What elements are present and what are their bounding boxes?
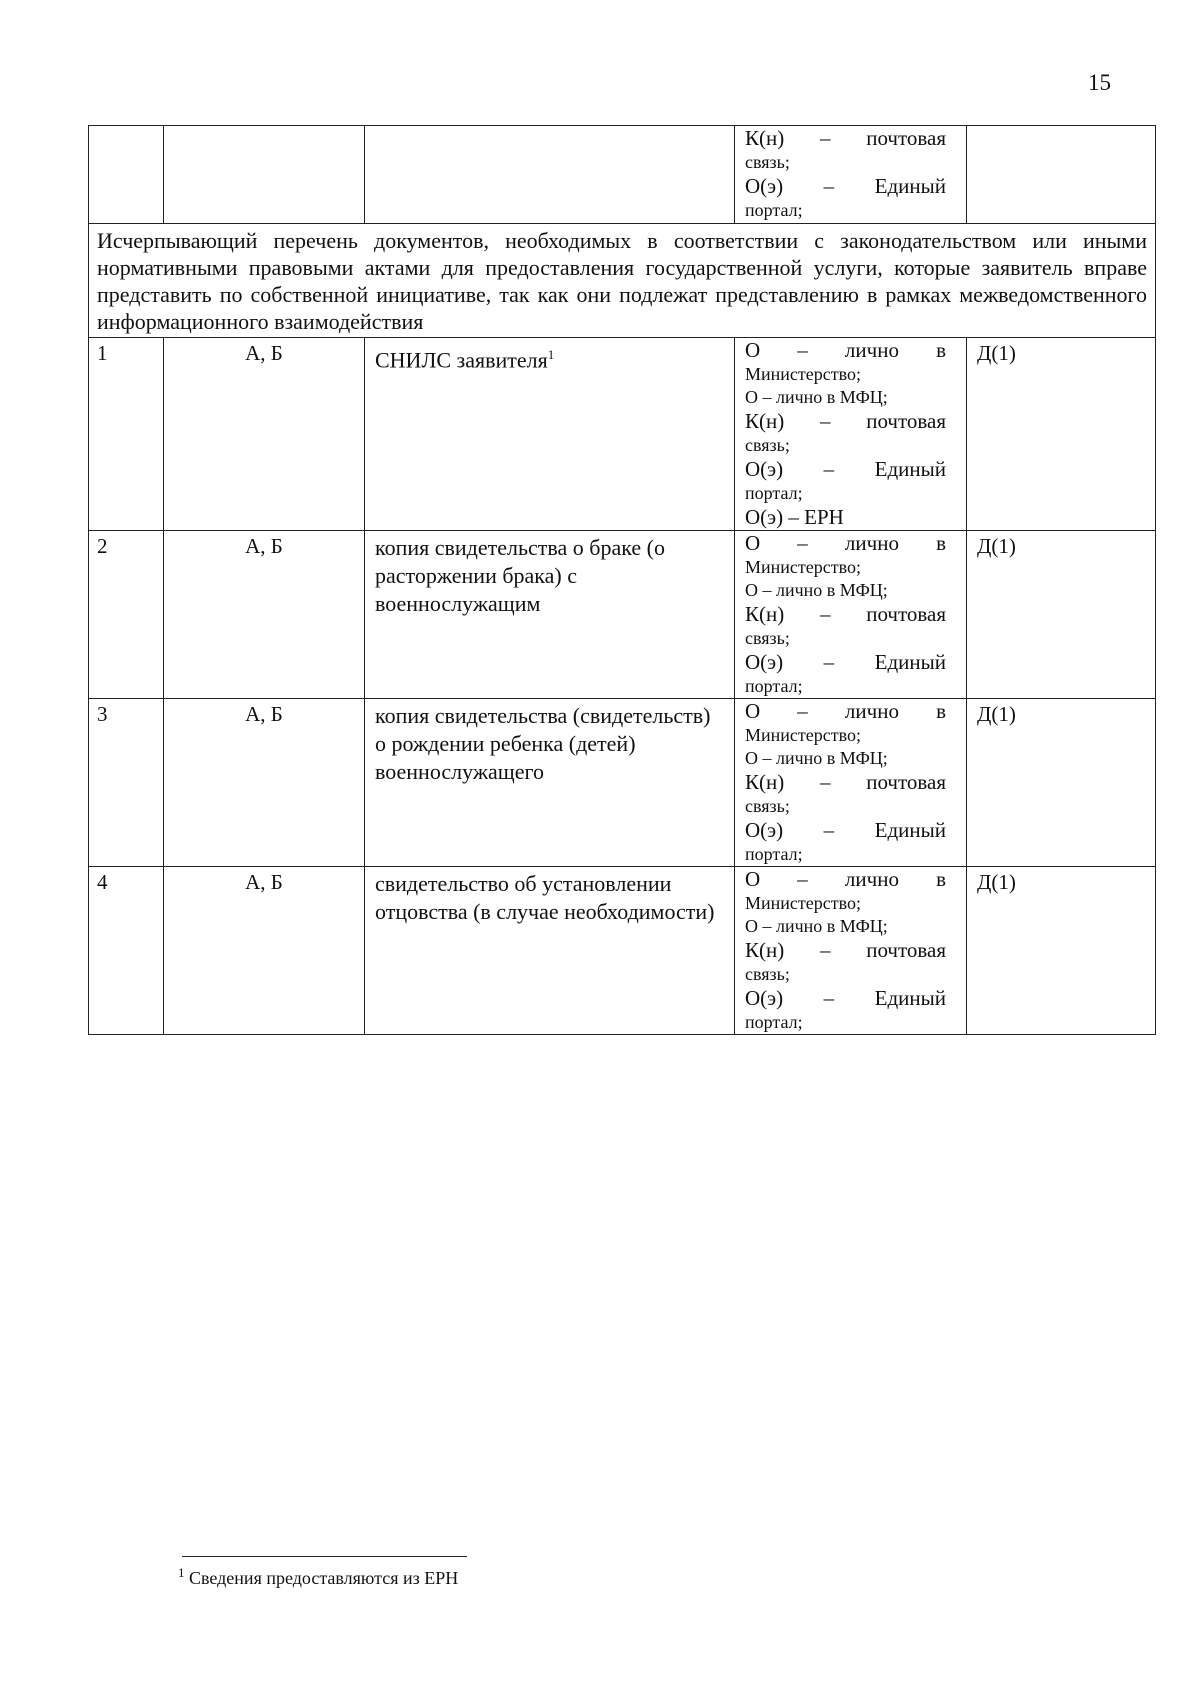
method-line xyxy=(745,409,946,434)
table-row xyxy=(89,531,1156,699)
section-row xyxy=(89,224,1156,338)
method-line xyxy=(745,457,946,482)
method-word: О(э) xyxy=(745,818,784,842)
method-word: К(н) xyxy=(745,602,785,626)
code-cell xyxy=(967,126,1156,224)
method-word: – xyxy=(823,457,835,481)
method-word: О(э) – ЕРН xyxy=(745,505,844,529)
method-word: Единый xyxy=(874,986,946,1010)
method-line xyxy=(745,650,946,675)
document-name-cell xyxy=(365,531,735,699)
method-line xyxy=(745,434,946,457)
footnote-mark: 1 xyxy=(178,1565,185,1580)
method-line xyxy=(745,843,946,866)
method-word: – xyxy=(819,126,831,150)
method-word: лично xyxy=(844,531,899,555)
method-line xyxy=(745,505,946,530)
method-line xyxy=(745,986,946,1011)
footnote-separator xyxy=(182,1556,467,1557)
section-title: Исчерпывающий перечень документов, необходимых в соответствии с законодательством или иными нормативными правовыми актами для предоставления государственной услуги, которые заявитель вправе представить по собственной инициативе, так как они подлежат представлению в рамках межведомственного информационного взаимодействия xyxy=(89,224,1156,338)
method-line xyxy=(745,963,946,986)
row-number: 4 xyxy=(89,867,164,1035)
method-word: Единый xyxy=(874,174,946,198)
method-word: К(н) xyxy=(745,770,785,794)
method-word: лично xyxy=(844,867,899,891)
document-name: копия свидетельства о браке (о расторжении брака) с военнослужащим xyxy=(375,535,665,616)
method-line xyxy=(745,199,946,222)
method-line xyxy=(745,338,946,363)
table-row xyxy=(89,699,1156,867)
method-word: О – лично в МФЦ; xyxy=(745,580,888,600)
method-line xyxy=(745,151,946,174)
documents-table xyxy=(88,125,1156,1035)
method-line xyxy=(745,386,946,409)
method-line xyxy=(745,675,946,698)
document-code: Д(1) xyxy=(967,338,1156,531)
method-word: О – лично в МФЦ; xyxy=(745,748,888,768)
method-word: лично xyxy=(844,699,899,723)
method-word: – xyxy=(823,986,835,1010)
method-word: лично xyxy=(844,338,899,362)
table-row xyxy=(89,338,1156,531)
method-word: – xyxy=(819,770,831,794)
submission-methods xyxy=(735,531,967,699)
document-name-cell xyxy=(365,699,735,867)
method-word: связь; xyxy=(745,628,790,648)
applicant-category: А, Б xyxy=(164,531,365,699)
method-line xyxy=(745,818,946,843)
category-cell xyxy=(164,126,365,224)
method-line xyxy=(745,602,946,627)
method-cell xyxy=(735,126,967,224)
method-line xyxy=(745,556,946,579)
method-line xyxy=(745,795,946,818)
applicant-category: А, Б xyxy=(164,867,365,1035)
method-line xyxy=(745,770,946,795)
page-number: 15 xyxy=(1088,70,1111,95)
row-number: 2 xyxy=(89,531,164,699)
method-line xyxy=(745,579,946,602)
method-word: Единый xyxy=(874,818,946,842)
submission-methods xyxy=(735,867,967,1035)
footnote-text: Сведения предоставляются из ЕРН xyxy=(189,1568,459,1588)
method-word: К(н) xyxy=(745,409,785,433)
method-word: О(э) xyxy=(745,650,784,674)
row-number: 1 xyxy=(89,338,164,531)
document-name: копия свидетельства (свидетельств) о рождении ребенка (детей) военнослужащего xyxy=(375,703,711,784)
method-word: портал; xyxy=(745,676,803,696)
method-line xyxy=(745,699,946,724)
method-word: – xyxy=(819,602,831,626)
method-line xyxy=(745,1011,946,1034)
method-line xyxy=(745,915,946,938)
method-word: – xyxy=(797,867,808,891)
document-code: Д(1) xyxy=(967,699,1156,867)
table-row xyxy=(89,867,1156,1035)
method-line xyxy=(745,363,946,386)
method-word: К(н) xyxy=(745,126,785,150)
method-line xyxy=(745,724,946,747)
method-line xyxy=(745,126,946,151)
document-code: Д(1) xyxy=(967,531,1156,699)
method-word: Министерство; xyxy=(745,893,861,913)
method-word: О – лично в МФЦ; xyxy=(745,916,888,936)
method-word: в xyxy=(936,531,946,555)
method-line xyxy=(745,627,946,650)
method-word: Министерство; xyxy=(745,557,861,577)
method-word: связь; xyxy=(745,964,790,984)
method-word: в xyxy=(936,867,946,891)
method-word: О xyxy=(745,867,761,891)
method-word: почтовая xyxy=(866,409,946,433)
footnote xyxy=(178,1565,458,1589)
method-line xyxy=(745,938,946,963)
method-word: – xyxy=(823,650,835,674)
footnote-reference: 1 xyxy=(547,347,555,362)
method-word: О(э) xyxy=(745,986,784,1010)
method-word: в xyxy=(936,338,946,362)
document-name: свидетельство об установлении отцовства (в случае необходимости) xyxy=(375,871,715,924)
method-word: – xyxy=(797,699,808,723)
submission-methods xyxy=(735,338,967,531)
method-word: связь; xyxy=(745,796,790,816)
method-word: О xyxy=(745,531,761,555)
method-word: – xyxy=(823,174,835,198)
submission-methods xyxy=(735,699,967,867)
method-line xyxy=(745,867,946,892)
method-word: связь; xyxy=(745,152,790,172)
method-line xyxy=(745,174,946,199)
method-word: О xyxy=(745,699,761,723)
method-word: почтовая xyxy=(866,770,946,794)
row-number: 3 xyxy=(89,699,164,867)
method-word: Единый xyxy=(874,457,946,481)
method-word: в xyxy=(936,699,946,723)
method-word: связь; xyxy=(745,435,790,455)
method-line xyxy=(745,482,946,505)
method-word: – xyxy=(819,938,831,962)
method-word: К(н) xyxy=(745,938,785,962)
method-line xyxy=(745,531,946,556)
method-word: портал; xyxy=(745,483,803,503)
method-word: – xyxy=(823,818,835,842)
applicant-category: А, Б xyxy=(164,699,365,867)
method-word: портал; xyxy=(745,200,803,220)
method-word: почтовая xyxy=(866,126,946,150)
method-word: почтовая xyxy=(866,602,946,626)
table-row-continued xyxy=(89,126,1156,224)
method-line xyxy=(745,747,946,770)
method-word: Министерство; xyxy=(745,725,861,745)
document-code: Д(1) xyxy=(967,867,1156,1035)
method-line xyxy=(745,892,946,915)
applicant-category: А, Б xyxy=(164,338,365,531)
method-word: Министерство; xyxy=(745,364,861,384)
method-word: портал; xyxy=(745,1012,803,1032)
method-word: – xyxy=(797,338,808,362)
method-word: Единый xyxy=(874,650,946,674)
document-name-cell xyxy=(365,867,735,1035)
method-word: почтовая xyxy=(866,938,946,962)
num-cell xyxy=(89,126,164,224)
document-name: СНИЛС заявителя xyxy=(375,347,548,373)
document-name-cell xyxy=(365,338,735,531)
method-word: портал; xyxy=(745,844,803,864)
method-word: О – лично в МФЦ; xyxy=(745,387,888,407)
method-word: О(э) xyxy=(745,457,784,481)
method-word: О(э) xyxy=(745,174,784,198)
document-cell xyxy=(365,126,735,224)
method-word: – xyxy=(819,409,831,433)
method-word: – xyxy=(797,531,808,555)
method-word: О xyxy=(745,338,761,362)
